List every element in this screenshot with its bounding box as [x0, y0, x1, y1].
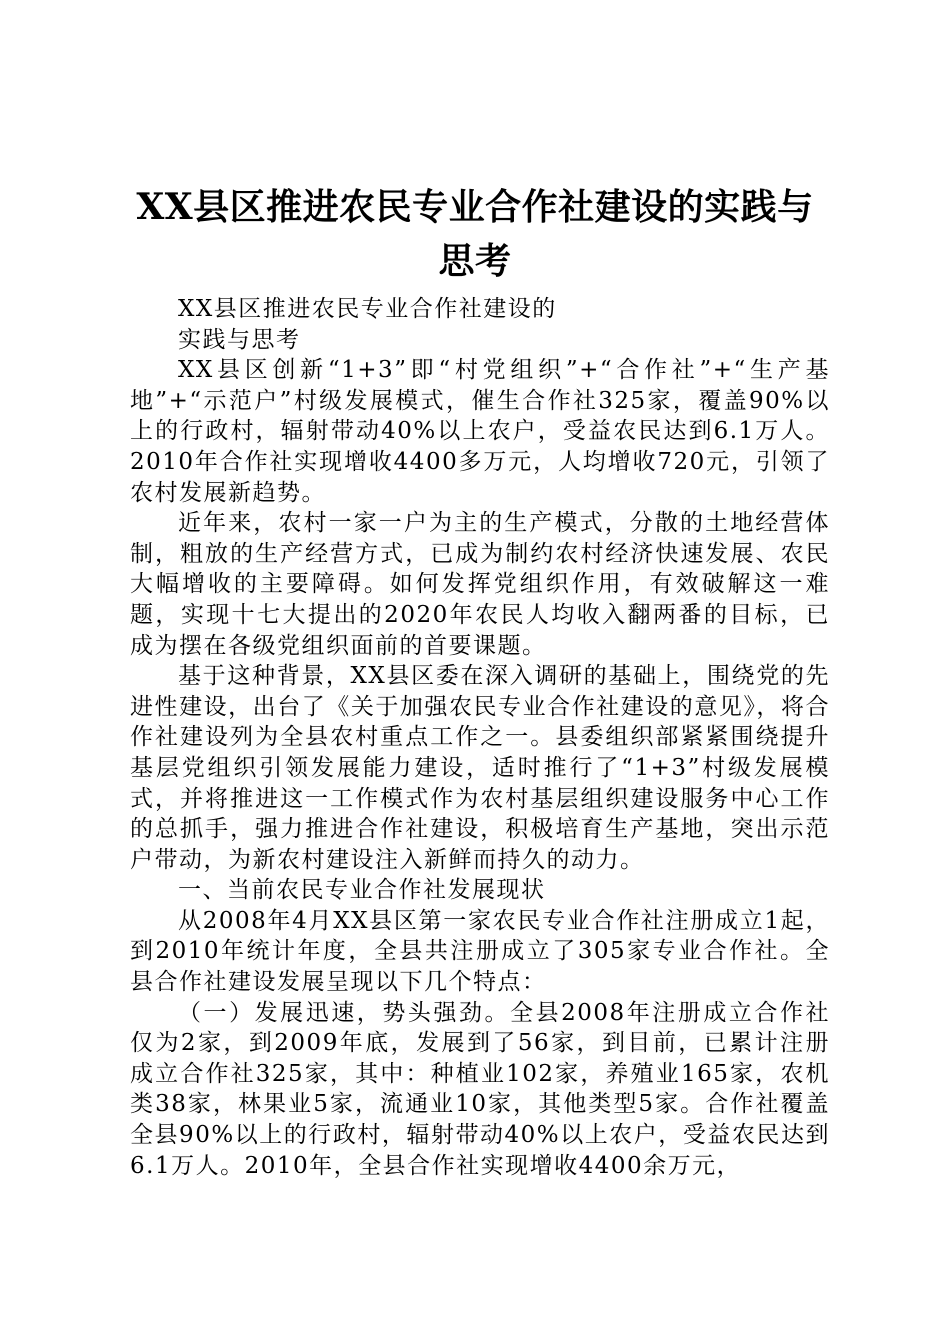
paragraph: 从2008年4月XX县区第一家农民专业合作社注册成立1起，到2010年统计年度，全县共注册成立了305家专业合作社。全县合作社建设发展呈现以下几个特点：: [130, 907, 830, 996]
paragraph: （一）发展迅速，势头强劲。全县2008年注册成立合作社仅为2家，到2009年底，发展到了56家，到目前，已累计注册成立合作社325家，其中：种植业102家，养殖业165家，农机类38家，林果业5家，流通业10家，其他类型5家。合作社覆盖全县90%以上的行政村，辐射带动40%以上农户，受益农民达到6.1万人。2010年，全县合作社实现增收4400余万元，: [130, 999, 830, 1179]
section-heading: 一、当前农民专业合作社发展现状: [178, 877, 546, 904]
paragraph: XX县区创新“1+3”即“村党组织”+“合作社”+“生产基地”+“示范户”村级发展模式，催生合作社325家，覆盖90%以上的行政村，辐射带动40%以上农户，受益农民达到6.1万人。2010年合作社实现增收4400多万元，人均增收720元，引领了农村发展新趋势。: [130, 357, 830, 506]
document-body: [130, 294, 830, 1181]
subtitle-line-2: 实践与思考: [178, 326, 301, 353]
subtitle-line-1: XX县区推进农民专业合作社建设的: [178, 296, 557, 322]
paragraph: 基于这种背景，XX县区委在深入调研的基础上，围绕党的先进性建设，出台了《关于加强农民专业合作社建设的意见》，将合作社建设列为全县农村重点工作之一。县委组织部紧紧围绕提升基层党组织引领发展能力建设，适时推行了“1+3”村级发展模式，并将推进这一工作模式作为农村基层组织建设服务中心工作的总抓手，强力推进合作社建设，积极培育生产基地，突出示范户带动，为新农村建设注入新鲜而持久的动力。: [130, 663, 830, 873]
document-title: XX县区推进农民专业合作社建设的实践与思考: [136, 186, 814, 282]
paragraph: 近年来，农村一家一户为主的生产模式，分散的土地经营体制，粗放的生产经营方式，已成为制约农村经济快速发展、农民大幅增收的主要障碍。如何发挥党组织作用，有效破解这一难题，实现十七大提出的2020年农民人均收入翻两番的目标，已成为摆在各级党组织面前的首要课题。: [130, 510, 830, 659]
